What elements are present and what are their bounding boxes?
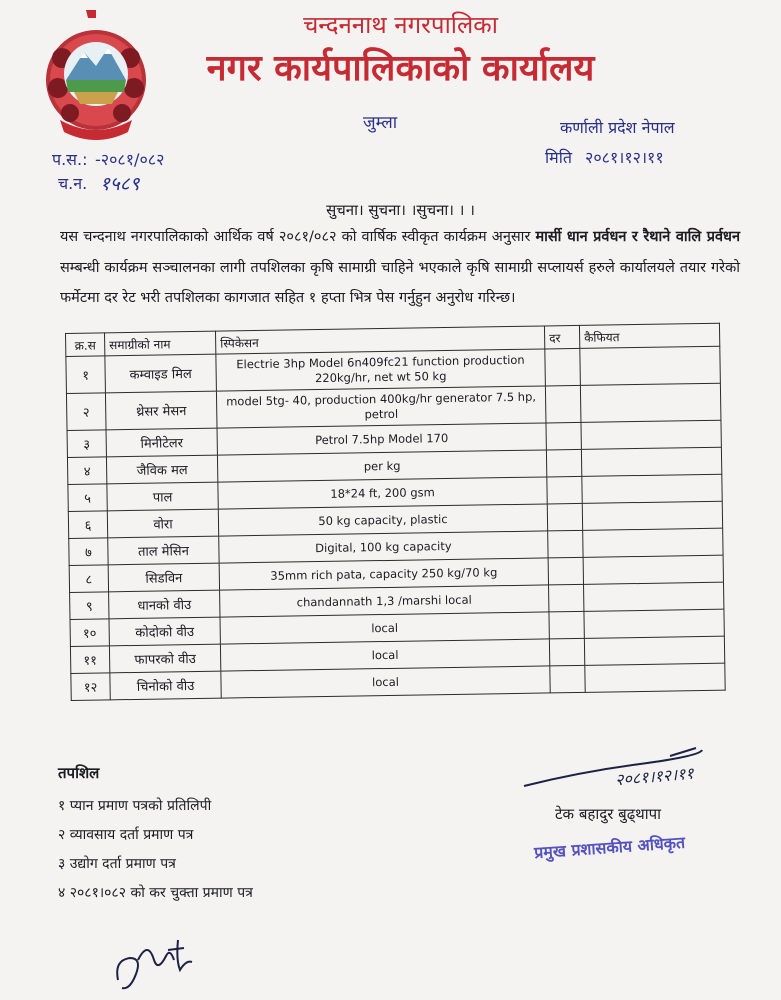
row-remark [584, 636, 724, 665]
row-specification: 35mm rich pata, capacity 250 kg/70 kg [219, 558, 548, 590]
notice-title: सुचना। सुचना। ।सुचना। । । [326, 201, 475, 219]
row-remark [584, 609, 724, 638]
row-sn: ४ [67, 457, 106, 485]
row-rate [546, 422, 581, 450]
handwritten-signature-icon [108, 930, 198, 995]
row-rate [549, 584, 584, 612]
row-remark [581, 447, 721, 476]
header-rate: दर [544, 325, 579, 349]
row-remark [583, 528, 723, 557]
notice-body-bold: मार्सी धान प्रर्वधन र रैथाने वालि प्रर्वधन [535, 229, 740, 245]
date-value: २०८१।१२।११ [585, 148, 664, 167]
row-specification: local [221, 666, 550, 698]
row-item-name: कम्वाइड मिल [105, 354, 217, 393]
row-specification: chandannath 1,3 /marshi local [220, 585, 549, 617]
row-specification: Digital, 100 kg capacity [219, 531, 548, 563]
row-specification: local [220, 639, 549, 671]
row-sn: १० [70, 619, 109, 647]
official-stamp: प्रमुख प्रशासकीय अधिकृत [533, 832, 686, 863]
row-sn: ६ [68, 511, 107, 539]
row-rate [549, 638, 584, 666]
row-remark [585, 663, 725, 692]
row-specification: 50 kg capacity, plastic [218, 504, 547, 536]
row-sn: २ [66, 393, 106, 431]
row-sn: १ [66, 356, 106, 394]
row-item-name: जैविक मल [106, 455, 217, 484]
row-item-name: पाल [107, 482, 218, 511]
office-title: नगर कार्यपालिकाको कार्यालय [206, 48, 595, 89]
header-specification: स्पिकेसन [215, 326, 544, 354]
row-item-name: थ्रेसर मेसन [105, 391, 217, 430]
row-remark [580, 346, 721, 385]
row-rate [548, 557, 583, 585]
header-item-name: समाग्रीको नाम [105, 331, 216, 356]
handwritten-date: २०८१।१२।११ [614, 763, 695, 790]
row-remark [582, 474, 722, 503]
row-item-name: मिनीटेलर [106, 428, 217, 457]
list-item: ३ उद्योग दर्ता प्रमाण पत्र [58, 856, 176, 872]
row-item-name: धानको वीउ [109, 590, 220, 619]
row-sn: ५ [68, 484, 107, 512]
date-label: मिति [545, 148, 572, 167]
row-rate [545, 385, 581, 423]
row-remark [581, 420, 721, 449]
row-item-name: वोरा [107, 509, 218, 538]
row-specification: Petrol 7.5hp Model 170 [217, 423, 546, 455]
row-rate [545, 348, 581, 386]
notice-body [60, 222, 740, 314]
row-item-name: चिनोको वीउ [110, 671, 221, 700]
dispatch-number-value: १५८९ [100, 173, 140, 195]
row-specification: Electrie 3hp Model 6n409fc21 function production 220kg/hr, net wt 50 kg [216, 349, 546, 391]
district-name: जुम्ला [363, 113, 398, 133]
row-remark [580, 383, 721, 422]
row-sn: ३ [67, 430, 106, 458]
row-sn: ७ [69, 538, 108, 566]
row-specification: 18*24 ft, 200 gsm [218, 477, 547, 509]
enclosures-title: तपशिल [58, 764, 100, 782]
row-specification: per kg [217, 450, 546, 482]
row-rate [550, 665, 585, 693]
municipality-name: चन्दननाथ नगरपालिका [303, 11, 498, 39]
province-name: कर्णाली प्रदेश नेपाल [560, 118, 675, 137]
row-rate [547, 476, 582, 504]
row-remark [584, 582, 724, 611]
row-sn: ८ [69, 565, 108, 593]
row-specification: local [220, 612, 549, 644]
header-remark: कैफियत [579, 323, 719, 348]
row-rate [546, 449, 581, 477]
letter-number-label: प.स.: [52, 150, 88, 169]
list-item: १ प्यान प्रमाण पत्रको प्रतिलिपी [58, 798, 212, 814]
row-item-name: कोदोको वीउ [109, 617, 220, 646]
letter-number-value: -२०८१/०८२ [95, 150, 165, 169]
row-rate [548, 530, 583, 558]
row-rate [547, 503, 582, 531]
list-item: ४ २०८१।०८२ को कर चुक्ता प्रमाण पत्र [58, 885, 253, 901]
row-sn: १२ [71, 673, 110, 701]
row-specification: model 5tg- 40, production 400kg/hr generator 7.5 hp, petrol [216, 386, 546, 428]
row-sn: ११ [70, 646, 109, 674]
dispatch-number-label: च.न. [58, 174, 88, 193]
header-sn: क्र.स [66, 333, 105, 357]
row-item-name: ताल मेसिन [108, 536, 219, 565]
row-remark [583, 555, 723, 584]
notice-body-part2: सम्बन्धी कार्यक्रम सञ्चालनका लागी तपशिलका कृषि सामाग्री चाहिने भएकाले कृषि सामाग्री सप्लायर्स हरुले कार्यालयले तयार गरेको फर्मेटमा दर रेट भरी तपशिलका कागजात सहित १ हप्ता भित्र पेस गर्नुहुन अनुरोध गरिन्छ। [60, 259, 740, 306]
row-sn: ९ [70, 592, 109, 620]
row-item-name: फापरको वीउ [109, 644, 220, 673]
specification-table [65, 323, 726, 701]
row-rate [549, 611, 584, 639]
notice-body-part1: यस चन्दनाथ नगरपालिकाको आर्थिक वर्ष २०८१/०८२ को वार्षिक स्वीकृत कार्यक्रम अनुसार [60, 229, 536, 245]
row-item-name: सिडविन [108, 563, 219, 592]
row-remark [582, 501, 722, 530]
list-item: २ व्यावसाय दर्ता प्रमाण पत्र [58, 827, 194, 843]
enclosures-list [58, 792, 253, 908]
signatory-name: टेक बहादुर बुढ्थापा [555, 805, 662, 823]
